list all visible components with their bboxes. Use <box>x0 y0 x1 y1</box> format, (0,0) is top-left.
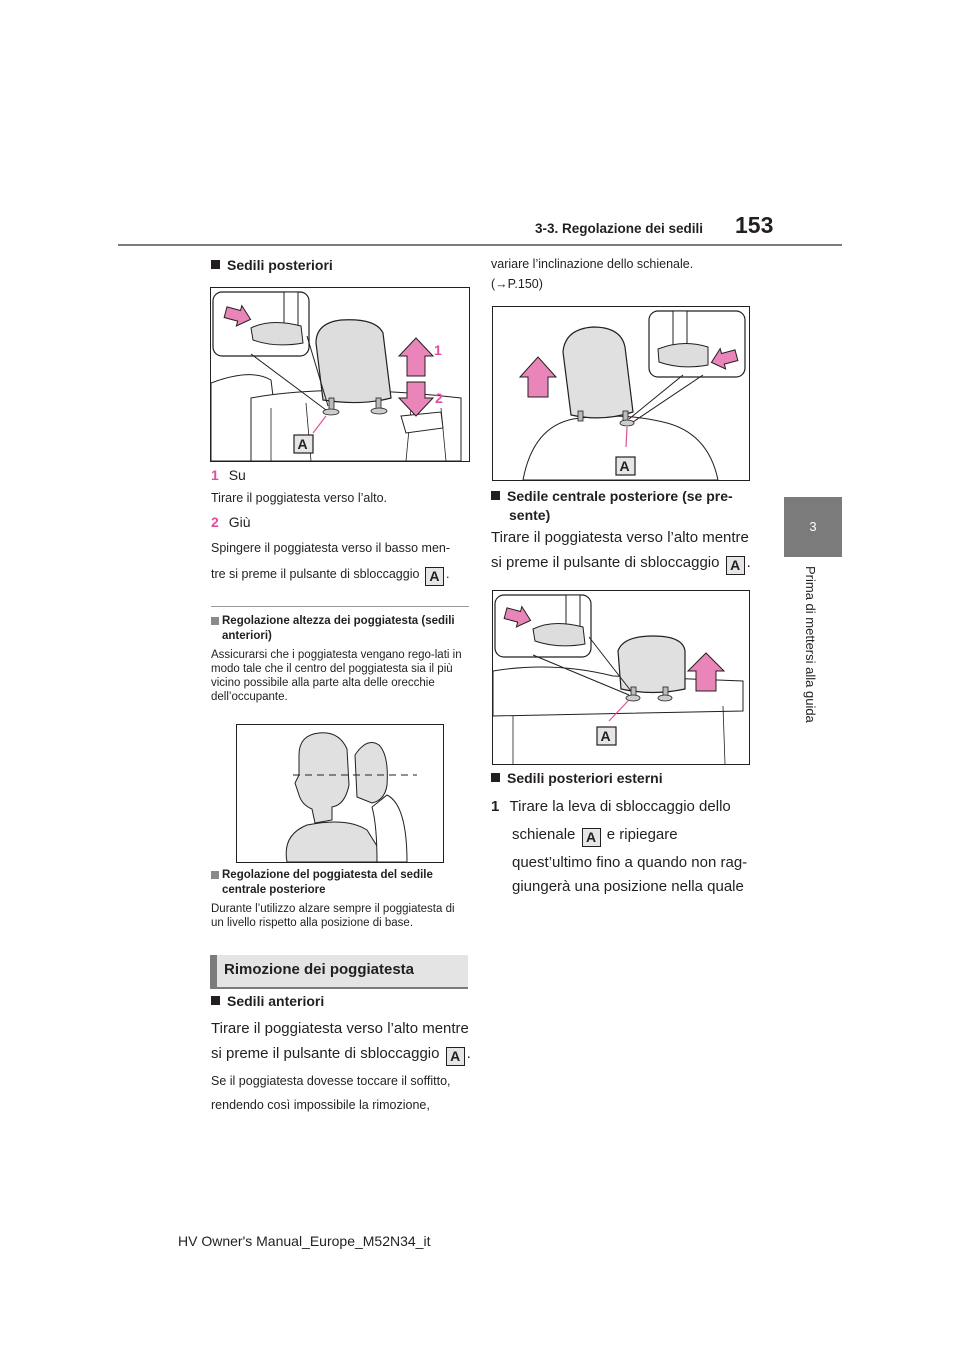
outer-step-line4: giungerà una posizione nella quale <box>512 878 744 895</box>
center-headrest-heading: Regolazione del poggiatesta del sedile centrale posteriore <box>211 868 469 898</box>
front-text-line1: Tirare il poggiatesta verso l’alto mentre <box>211 1020 469 1037</box>
bullet-icon <box>211 871 219 879</box>
center-rear-heading-line2: sente) <box>509 507 551 523</box>
page-number: 153 <box>735 212 774 238</box>
outer-step-line2: schienale A e ripiegare <box>512 826 678 845</box>
height-adjust-text: Assicurarsi che i poggiatesta vengano rego-lati in modo tale che il centro del poggiatesta sia il più vicino possibile alla parte alta delle orecchie dell’occupante. <box>211 649 462 703</box>
step-1-text: Tirare il poggiatesta verso l’alto. <box>211 491 388 505</box>
center-rear-heading: Sedile centrale posteriore (se pre- <box>491 486 733 506</box>
front-seats-heading: Sedili anteriori <box>211 991 324 1011</box>
outer-step-line1: 1 Tirare la leva di sbloccaggio dello <box>491 798 731 815</box>
center-rear-text-line1: Tirare il poggiatesta verso l’alto mentre <box>491 529 749 546</box>
figure-label-1: 1 <box>434 342 442 358</box>
chapter-number: 3 <box>809 519 817 534</box>
continued-text-line2: (→P.150) <box>491 277 543 291</box>
outer-rear-heading: Sedili posteriori esterni <box>491 768 663 788</box>
outer-step-line3: quest’ultimo fino a quando non rag- <box>512 854 748 871</box>
figure-front-headrest-height <box>236 724 444 863</box>
center-headrest-text: Durante l’utilizzo alzare sempre il poggiatesta di un livello rispetto alla posizione di base. <box>211 903 455 929</box>
release-button-badge: A <box>425 567 444 586</box>
footer-manual-id: HV Owner's Manual_Europe_M52N34_it <box>178 1233 431 1249</box>
chapter-title: Prima di mettersi alla guida <box>803 566 818 723</box>
continued-text-line1: variare l’inclinazione dello schienale. <box>491 257 694 271</box>
step-1: 1 Su <box>211 467 246 483</box>
figure-center-rear-headrest-removal <box>492 590 750 765</box>
bullet-icon <box>491 491 500 500</box>
header-rule <box>118 244 842 246</box>
bullet-icon <box>491 773 500 782</box>
step-2-text-line2: tre si preme il pulsante di sbloccaggio A . <box>211 567 450 584</box>
release-button-badge: A <box>726 556 745 575</box>
bullet-icon <box>211 996 220 1005</box>
figure-label-a: A <box>297 436 308 452</box>
front-note-line2: rendendo così impossibile la rimozione, <box>211 1098 430 1112</box>
figure-label-a: A <box>619 458 630 474</box>
removal-heading-band <box>210 955 468 989</box>
front-text-line2: si preme il pulsante di sbloccaggio A . <box>211 1045 471 1064</box>
figure-label-a: A <box>600 728 611 744</box>
release-lever-badge: A <box>582 828 601 847</box>
front-note-line1: Se il poggiatesta dovesse toccare il soffitto, <box>211 1074 451 1088</box>
rear-seats-heading: Sedili posteriori <box>211 255 333 275</box>
figure-front-headrest-removal <box>492 306 750 481</box>
removal-heading: Rimozione dei poggiatesta <box>224 961 415 978</box>
center-rear-text-line2: si preme il pulsante di sbloccaggio A . <box>491 554 751 573</box>
height-adjust-heading: Regolazione altezza dei poggiatesta (sedili anteriori) <box>211 614 466 644</box>
step-2: 2 Giù <box>211 514 251 530</box>
figure-label-2: 2 <box>435 390 443 406</box>
release-button-badge: A <box>446 1047 465 1066</box>
chapter-tab <box>784 497 842 557</box>
bullet-icon <box>211 260 220 269</box>
bullet-icon <box>211 617 219 625</box>
step-2-text-line1: Spingere il poggiatesta verso il basso men- <box>211 541 451 555</box>
divider <box>211 606 469 607</box>
figure-rear-headrest-adjust <box>210 287 470 462</box>
section-title: 3-3. Regolazione dei sedili <box>535 221 704 236</box>
